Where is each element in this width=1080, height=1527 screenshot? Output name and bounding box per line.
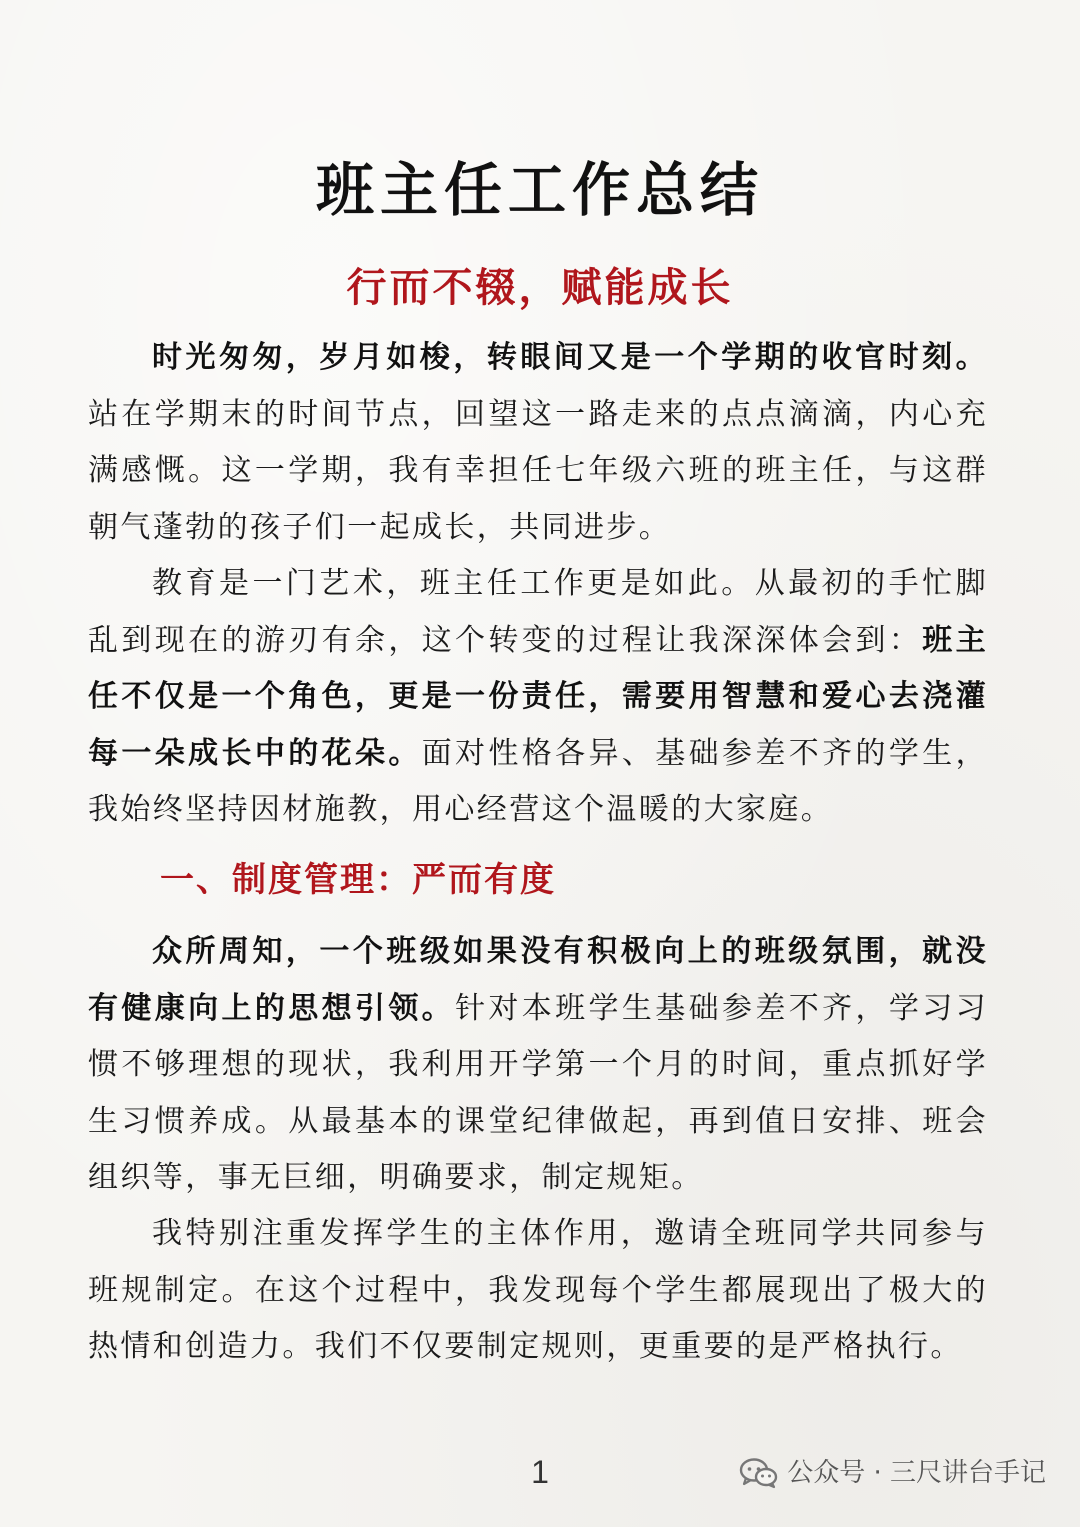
paragraph-3: [88, 924, 988, 1207]
watermark: [739, 1455, 1046, 1491]
page-number: 1: [531, 1454, 549, 1490]
paragraph-4-text: 我特别注重发挥学生的主体作用，邀请全班同学共同参与班规制定。在这个过程中，我发现每个学生都展现出了极大的热情和创造力。我们不仅要制定规则，更重要的是严格执行。: [88, 1216, 988, 1364]
paragraph-2-text-after: 面对性格各异、基础参差不齐的学生，我始终坚持因材施教，用心经营这个温暖的大家庭。: [88, 735, 988, 827]
section-1-heading: 一、制度管理：严而有度: [160, 860, 556, 900]
wechat-icon: [739, 1457, 779, 1489]
paragraph-2: [88, 556, 988, 839]
paragraph-2-text-before: 教育是一门艺术，班主任工作更是如此。从最初的手忙脚乱到现在的游刃有余，这个转变的过程让我深深体会到：: [88, 566, 988, 658]
document-subtitle: 行而不辍，赋能成长: [346, 264, 734, 311]
watermark-text: 公众号 · 三尺讲台手记: [787, 1458, 1046, 1488]
document-title: 班主任工作总结: [315, 156, 764, 224]
paragraph-1-text: 站在学期末的时间节点，回望这一路走来的点点滴滴，内心充满感慨。这一学期，我有幸担任七年级六班的班主任，与这群朝气蓬勃的孩子们一起成长，共同进步。: [88, 396, 988, 545]
paragraph-1-bold-lead: 时光匆匆，岁月如梭，转眼间又是一个学期的收官时刻。: [152, 340, 988, 375]
paragraph-4: [88, 1206, 988, 1376]
paragraph-3-text: 针对本班学生基础参差不齐，学习习惯不够理想的现状，我利用开学第一个月的时间，重点抓好学生习惯养成。从最基本的课堂纪律做起，再到值日安排、班会组织等，事无巨细，明确要求，制定规矩。: [88, 990, 988, 1195]
paragraph-2-bold: 班主任不仅是一个角色，更是一份责任，需要用智慧和爱心去浇灌每一朵成长中的花朵。: [88, 622, 988, 771]
paragraph-3-bold-lead: 众所周知，一个班级如果没有积极向上的班级氛围，就没有健康向上的思想引领。: [88, 934, 988, 1026]
paragraph-1: [88, 330, 988, 556]
